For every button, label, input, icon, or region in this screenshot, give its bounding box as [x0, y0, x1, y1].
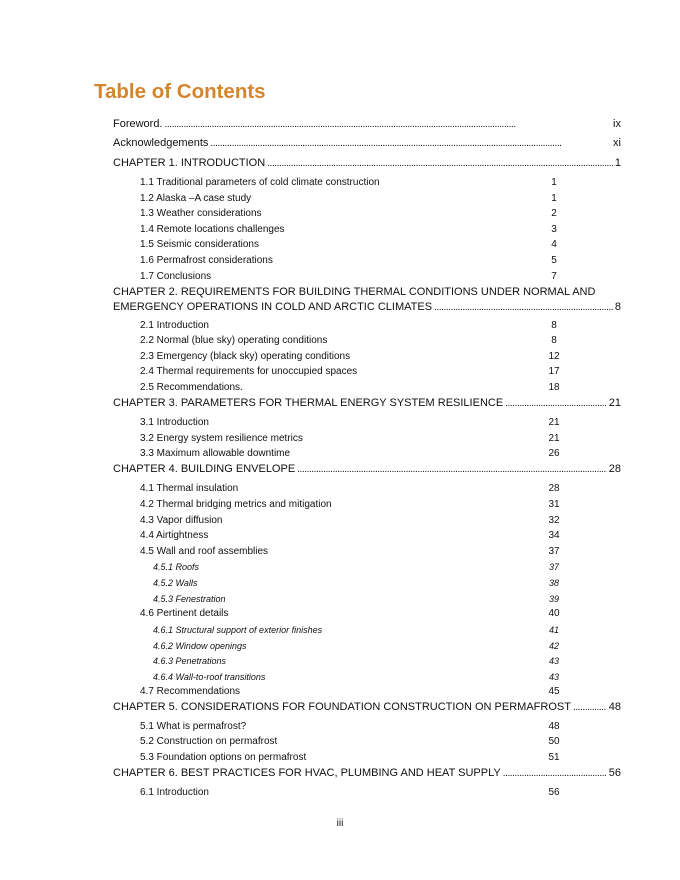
toc-section-label: 4.1 Thermal insulation [140, 483, 239, 494]
toc-subsection[interactable] [153, 656, 560, 666]
toc-section[interactable] [140, 448, 560, 459]
toc-section[interactable] [140, 224, 560, 235]
toc-section[interactable] [140, 208, 560, 219]
toc-subsection-label: 4.6.3 Penetrations [153, 656, 227, 666]
toc-section[interactable] [140, 239, 560, 250]
toc-subsection-label: 4.5.2 Walls [153, 578, 198, 588]
toc-section-page: 21 [548, 417, 560, 428]
toc-section-label: 6.1 Introduction [140, 787, 209, 798]
toc-subsection[interactable] [153, 594, 560, 604]
toc-section-label: 2.4 Thermal requirements for unoccupied spaces [140, 366, 358, 377]
toc-section[interactable] [140, 351, 560, 362]
toc-subsection-label: 4.6.4 Wall-to-roof transitions [153, 672, 266, 682]
toc-chapter-label: CHAPTER 6. BEST PRACTICES FOR HVAC, PLUMBING AND HEAT SUPPLY [113, 767, 501, 779]
toc-entry-label: Acknowledgements [113, 137, 209, 149]
toc-section-label: 4.5 Wall and roof assemblies [140, 546, 269, 557]
toc-chapter-label: CHAPTER 3. PARAMETERS FOR THERMAL ENERGY SYSTEM RESILIENCE [113, 397, 504, 409]
toc-section[interactable] [140, 686, 560, 697]
toc-chapter-page: 21 [608, 397, 621, 409]
toc-section-page: 17 [548, 366, 560, 377]
toc-chapter-page: 8 [614, 301, 621, 313]
toc-leader-dots [434, 300, 613, 315]
toc-subsection[interactable] [153, 641, 560, 651]
toc-section-label: 4.7 Recommendations [140, 686, 241, 697]
toc-subsection-label: 4.5.1 Roofs [153, 562, 200, 572]
toc-subsection-page: 38 [548, 578, 559, 588]
toc-section-label: 3.1 Introduction [140, 417, 209, 428]
toc-section-label: 1.5 Seismic considerations [140, 239, 259, 250]
toc-section-label: 2.5 Recommendations. [140, 382, 243, 393]
toc-section[interactable] [140, 546, 560, 557]
toc-section[interactable] [140, 335, 560, 346]
toc-section-page: 1 [551, 177, 557, 188]
toc-section[interactable] [140, 530, 560, 541]
toc-section-page: 28 [548, 483, 560, 494]
toc-subsection-label: 4.6.1 Structural support of exterior finishes [153, 625, 323, 635]
toc-subsection-page: 43 [548, 672, 559, 682]
toc-chapter-page: 1 [614, 157, 621, 169]
toc-section[interactable] [140, 255, 560, 266]
toc-section-label: 2.2 Normal (blue sky) operating conditions [140, 335, 328, 346]
toc-section[interactable] [140, 608, 560, 619]
toc-section-page: 37 [548, 546, 560, 557]
toc-subsection[interactable] [153, 562, 560, 572]
toc-chapter-page: 48 [608, 701, 621, 713]
toc-chapter-1[interactable] [113, 157, 621, 169]
toc-chapter-label: CHAPTER 4. BUILDING ENVELOPE [113, 463, 296, 475]
toc-section-label: 1.3 Weather considerations [140, 208, 262, 219]
toc-section-page: 2 [551, 208, 557, 219]
toc-section-label: 5.3 Foundation options on permafrost [140, 752, 307, 763]
toc-section-page: 32 [548, 515, 560, 526]
toc-subsection-page: 37 [548, 562, 559, 572]
toc-section-page: 45 [548, 686, 560, 697]
toc-subsection-page: 39 [548, 594, 559, 604]
toc-section-label: 5.2 Construction on permafrost [140, 736, 278, 747]
toc-entry-page: ix [613, 118, 621, 130]
toc-chapter-6[interactable] [113, 767, 621, 779]
toc-section-page: 8 [551, 320, 557, 331]
toc-section[interactable] [140, 499, 560, 510]
toc-section[interactable] [140, 320, 560, 331]
toc-subsection[interactable] [153, 625, 560, 635]
toc-leader-dots [503, 768, 607, 779]
toc-entry-page: xi [613, 137, 621, 149]
toc-subsection-label: 4.6.2 Window openings [153, 641, 247, 651]
toc-section[interactable] [140, 787, 560, 798]
page-title: Table of Contents [94, 80, 266, 103]
toc-entry-foreword[interactable] [113, 118, 621, 130]
toc-chapter-4[interactable] [113, 463, 621, 475]
toc-section-page: 48 [548, 721, 560, 732]
toc-leader-dots [297, 464, 607, 475]
toc-section[interactable] [140, 271, 560, 282]
toc-chapter-5[interactable] [113, 701, 621, 713]
toc-section-page: 8 [551, 335, 557, 346]
toc-section[interactable] [140, 483, 560, 494]
toc-section-page: 4 [551, 239, 557, 250]
toc-subsection-page: 42 [548, 641, 559, 651]
toc-section-label: 3.2 Energy system resilience metrics [140, 433, 303, 444]
toc-leader-dots [505, 398, 607, 409]
toc-section-page: 7 [551, 271, 557, 282]
toc-section[interactable] [140, 736, 560, 747]
toc-chapter-page: 28 [608, 463, 621, 475]
toc-section-label: 3.3 Maximum allowable downtime [140, 448, 291, 459]
toc-section-page: 31 [548, 499, 560, 510]
toc-section-page: 12 [548, 351, 560, 362]
toc-chapter-label: CHAPTER 5. CONSIDERATIONS FOR FOUNDATION CONSTRUCTION ON PERMAFROST [113, 701, 571, 713]
toc-section-page: 50 [548, 736, 560, 747]
toc-leader-dots [165, 119, 612, 130]
toc-leader-dots [210, 138, 611, 149]
toc-section-label: 4.4 Airtightness [140, 530, 209, 541]
toc-section-label: 2.1 Introduction [140, 320, 209, 331]
toc-section-page: 26 [548, 448, 560, 459]
toc-subsection[interactable] [153, 578, 560, 588]
toc-section[interactable] [140, 752, 560, 763]
toc-section-page: 40 [548, 608, 560, 619]
toc-section-label: 5.1 What is permafrost? [140, 721, 247, 732]
toc-section[interactable] [140, 177, 560, 188]
toc-section-label: 1.4 Remote locations challenges [140, 224, 285, 235]
toc-chapter-3[interactable] [113, 397, 621, 409]
toc-section-label: 1.2 Alaska –A case study [140, 193, 252, 204]
toc-subsection[interactable] [153, 672, 560, 682]
page-number: iii [336, 818, 344, 829]
toc-section-page: 51 [548, 752, 560, 763]
toc-section-page: 1 [551, 193, 557, 204]
toc-chapter-label-line1: CHAPTER 2. REQUIREMENTS FOR BUILDING THERMAL CONDITIONS UNDER NORMAL AND [113, 286, 596, 298]
toc-section[interactable] [140, 193, 560, 204]
toc-section[interactable] [140, 433, 560, 444]
toc-section-label: 4.3 Vapor diffusion [140, 515, 223, 526]
toc-section-page: 21 [548, 433, 560, 444]
toc-subsection-page: 41 [548, 625, 559, 635]
toc-section-label: 1.1 Traditional parameters of cold climate construction [140, 177, 380, 188]
toc-leader-dots [267, 158, 613, 169]
toc-section-label: 1.7 Conclusions [140, 271, 212, 282]
toc-section[interactable] [140, 382, 560, 393]
toc-subsection-label: 4.5.3 Fenestration [153, 594, 226, 604]
toc-entry-label: Foreword. [113, 118, 163, 130]
toc-entry-acknowledgements[interactable] [113, 137, 621, 149]
toc-section-page: 56 [548, 787, 560, 798]
toc-section-page: 18 [548, 382, 560, 393]
toc-section[interactable] [140, 721, 560, 732]
toc-subsection-page: 43 [548, 656, 559, 666]
toc-section-label: 1.6 Permafrost considerations [140, 255, 273, 266]
toc-section[interactable] [140, 366, 560, 377]
toc-chapter-2[interactable] [113, 285, 621, 315]
toc-chapter-page: 56 [608, 767, 621, 779]
toc-leader-dots [573, 702, 607, 713]
toc-section-page: 5 [551, 255, 557, 266]
toc-section-label: 4.6 Pertinent details [140, 608, 229, 619]
toc-chapter-label-line2: EMERGENCY OPERATIONS IN COLD AND ARCTIC CLIMATES [113, 301, 433, 313]
toc-section-label: 4.2 Thermal bridging metrics and mitigation [140, 499, 332, 510]
toc-section[interactable] [140, 515, 560, 526]
toc-section-label: 2.3 Emergency (black sky) operating conditions [140, 351, 351, 362]
toc-section-page: 34 [548, 530, 560, 541]
toc-section-page: 3 [551, 224, 557, 235]
toc-chapter-label: CHAPTER 1. INTRODUCTION [113, 157, 266, 169]
toc-section[interactable] [140, 417, 560, 428]
